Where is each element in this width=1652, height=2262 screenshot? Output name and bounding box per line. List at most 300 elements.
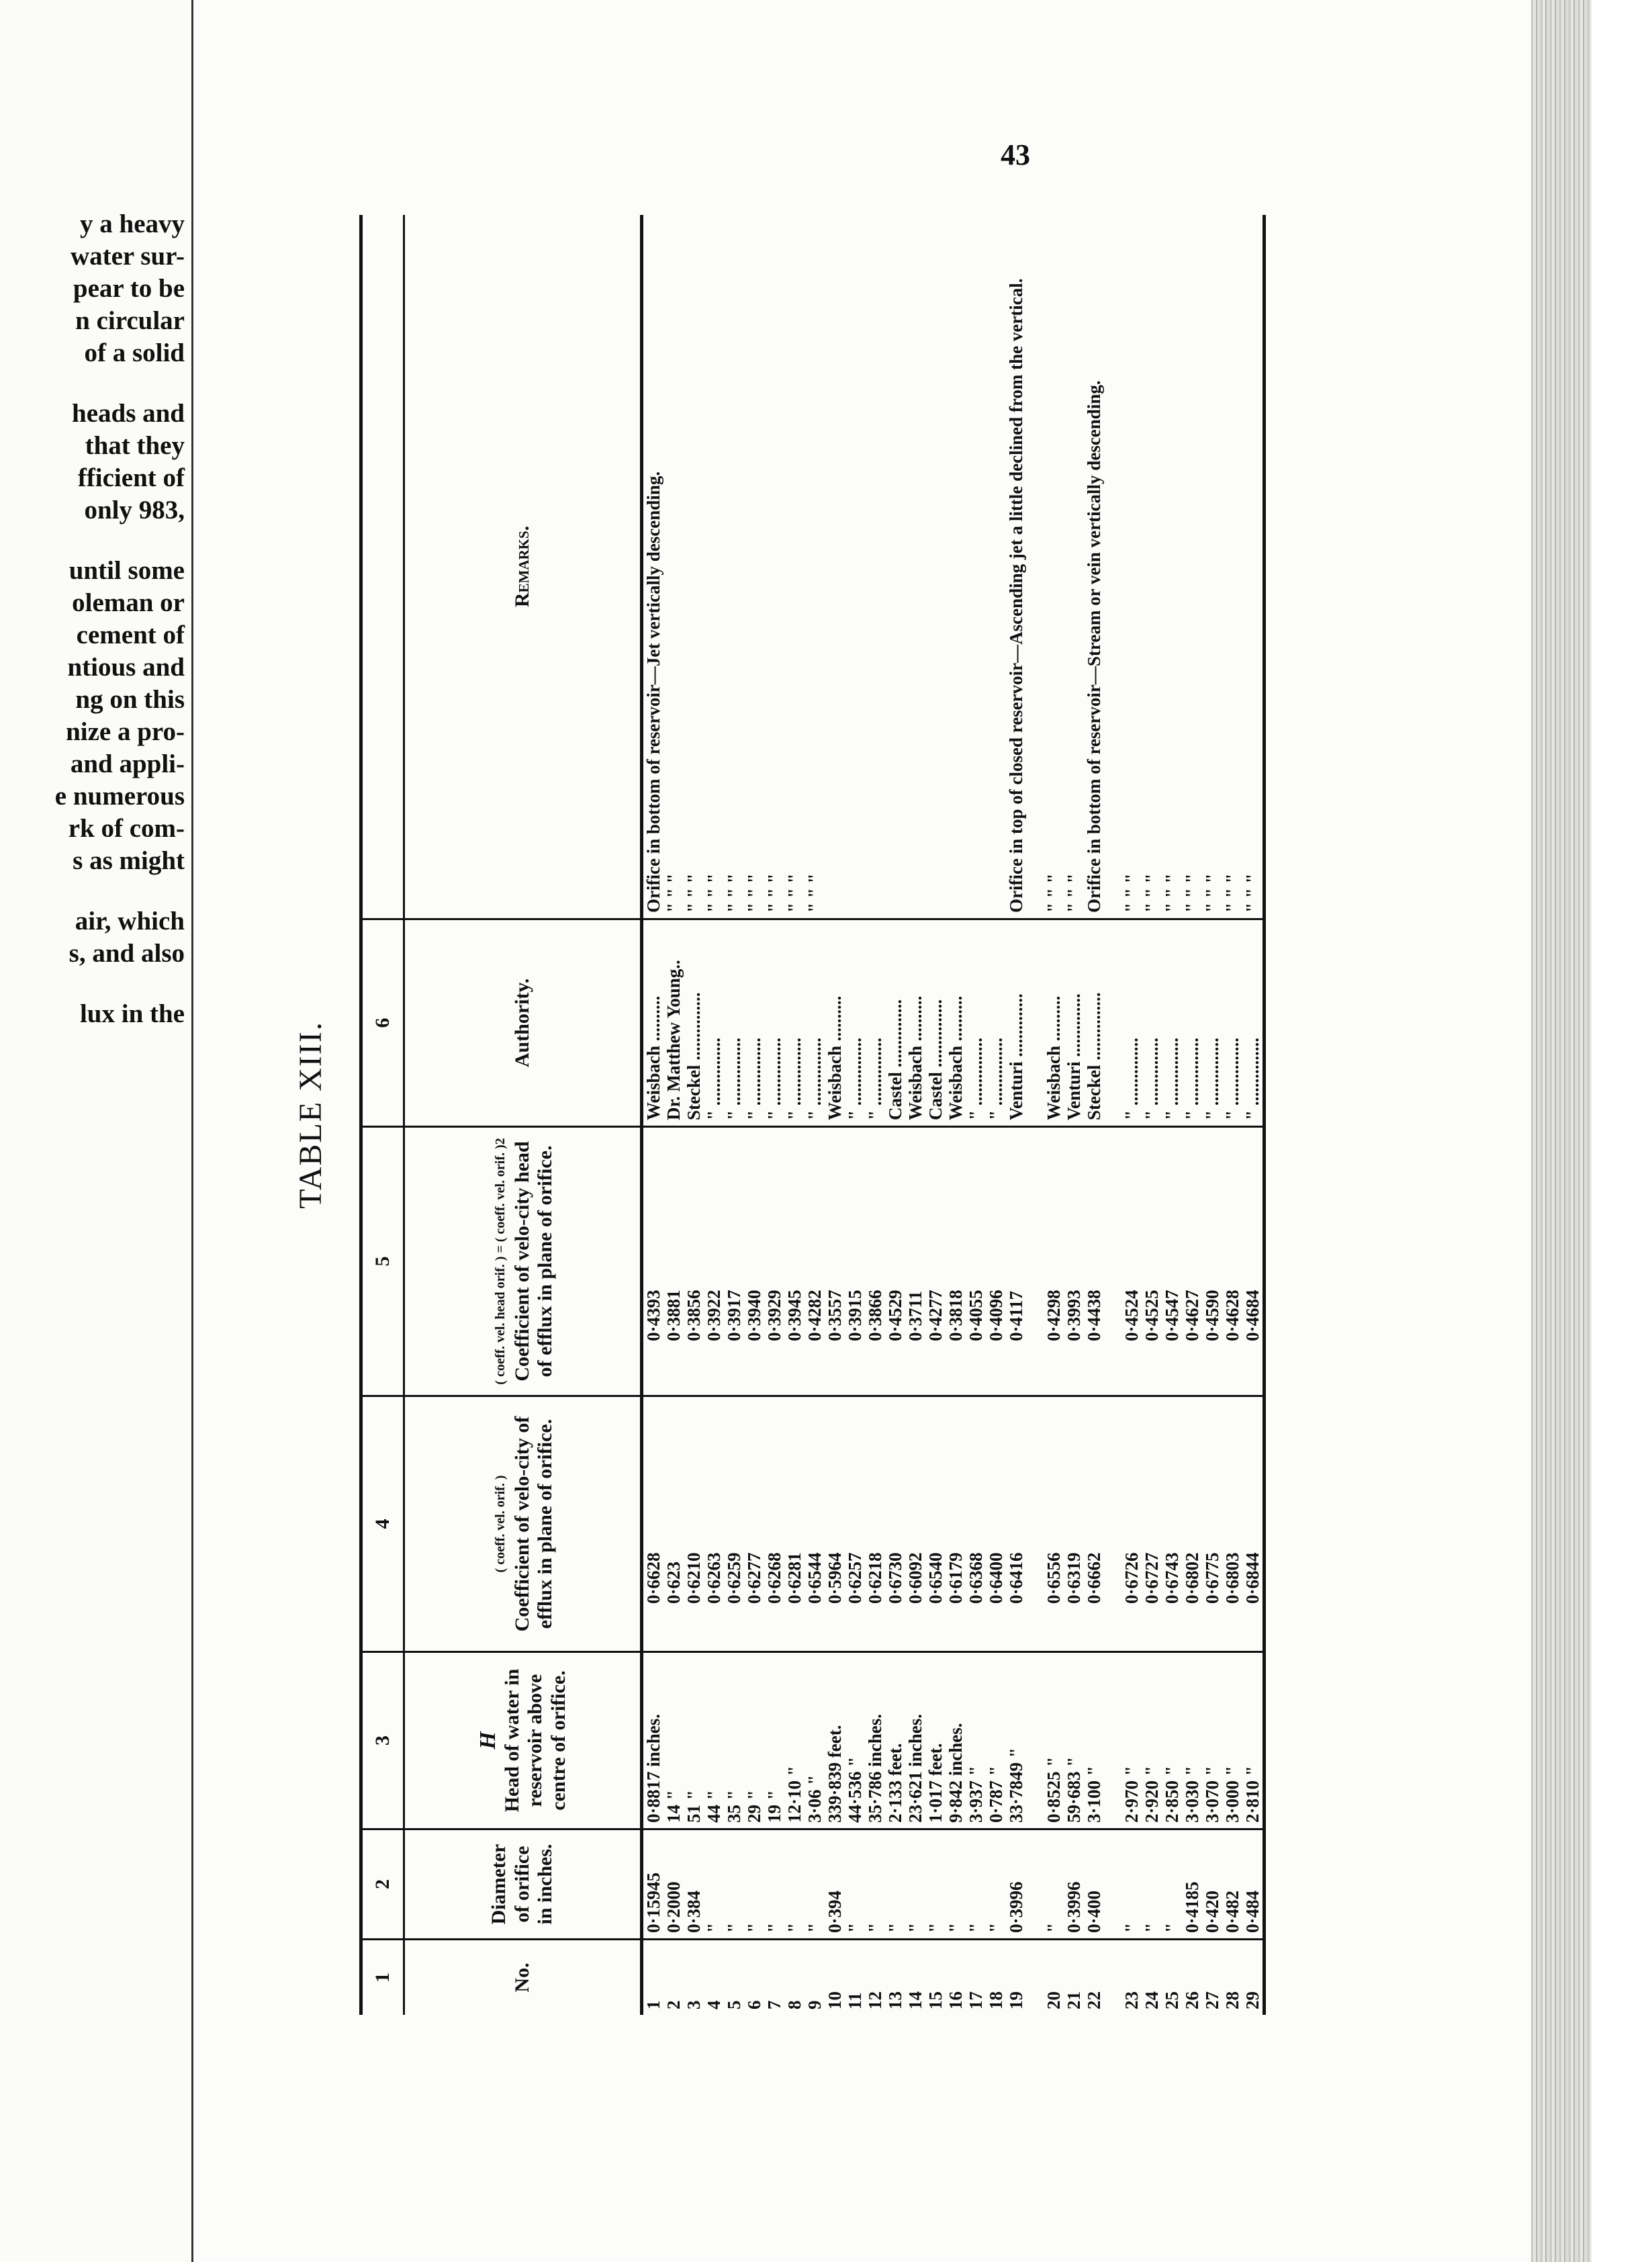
cell-remarks — [825, 215, 845, 919]
table-row — [1044, 215, 1064, 2015]
cell-head: 23·621 inches. — [905, 1652, 925, 1829]
cell-authority: Weisbach .......... — [1044, 919, 1064, 1127]
cell-head: 35 " — [724, 1652, 744, 1829]
cell-c4: 0·6319 — [1064, 1396, 1084, 1652]
table-row — [642, 215, 664, 2015]
previous-page-strip — [0, 0, 193, 2262]
cell-authority: " ............... — [1182, 919, 1202, 1127]
cell-authority: Weisbach .......... — [905, 919, 925, 1127]
cell-c5: 0·3818 — [946, 1127, 966, 1396]
cell-c4: 0·6556 — [1044, 1396, 1064, 1652]
cell-diameter: " — [885, 1829, 905, 1940]
spacer-cell — [1026, 1940, 1044, 2016]
table-row — [986, 215, 1006, 2015]
paragraph-gap — [0, 877, 185, 905]
column-header-row — [404, 215, 642, 2015]
cell-diameter: 0·3996 — [1064, 1829, 1084, 1940]
previous-page-line: pear to be — [73, 274, 185, 303]
cell-c4: 0·6802 — [1182, 1396, 1202, 1652]
cell-diameter: 0·4185 — [1182, 1829, 1202, 1940]
table-row — [684, 215, 704, 2015]
cell-no: 24 — [1142, 1991, 1162, 2009]
cell-head: 2·810 " — [1242, 1652, 1265, 1829]
cell-remarks: " " " — [1242, 215, 1265, 919]
cell-authority: " ............... — [986, 919, 1006, 1127]
spacer-cell — [1104, 1829, 1121, 1940]
cell-c5: 0·4547 — [1162, 1127, 1182, 1396]
cell-c5: 0·4590 — [1202, 1127, 1222, 1396]
cell-no: 27 — [1202, 1991, 1222, 2009]
cell-remarks: " " " — [1142, 215, 1162, 919]
cell-c4: 0·6259 — [724, 1396, 744, 1652]
cell-diameter: 0·400 — [1084, 1829, 1104, 1940]
previous-page-line: only 983, — [84, 496, 185, 525]
cell-no: 26 — [1182, 1991, 1202, 2009]
cell-c4: 0·6662 — [1084, 1396, 1104, 1652]
cell-no: 29 — [1242, 1940, 1265, 2016]
spacer-cell — [1104, 1652, 1121, 1829]
table-row — [865, 215, 885, 2015]
cell-c5: 0·4524 — [1121, 1127, 1142, 1396]
cell-authority: " ............... — [1142, 919, 1162, 1127]
cell-no: 2 — [663, 2000, 684, 2009]
cell-head: 59·683 " — [1064, 1652, 1084, 1829]
cell-diameter: 0·420 — [1202, 1829, 1222, 1940]
paragraph-gap — [0, 369, 185, 398]
table-row — [905, 215, 925, 2015]
spacer-cell — [1026, 919, 1044, 1127]
cell-remarks — [925, 215, 946, 919]
cell-c5: 0·4684 — [1242, 1127, 1265, 1396]
table-row — [663, 215, 684, 2015]
previous-page-line: that they — [85, 431, 185, 460]
cell-c5: 0·3922 — [704, 1127, 724, 1396]
cell-remarks: " " " — [744, 215, 764, 919]
previous-page-line: of a solid — [84, 338, 185, 367]
cell-head: 51 " — [684, 1652, 704, 1829]
cell-c5: 0·4393 — [642, 1127, 664, 1396]
cell-diameter: " — [784, 1829, 805, 1940]
cell-head: 3·937 " — [966, 1652, 986, 1829]
cell-diameter: 0·15945 — [642, 1829, 664, 1940]
paragraph-gap — [0, 970, 185, 998]
cell-head: 35·786 inches. — [865, 1652, 885, 1829]
cell-c4: 0·6540 — [925, 1396, 946, 1652]
header-head-text: Head of water in reservoir above centre of orifice. — [500, 1668, 569, 1813]
cell-head: 44·536 " — [845, 1652, 865, 1829]
cell-c4: 0·6218 — [865, 1396, 885, 1652]
cell-c4: 0·5964 — [825, 1396, 845, 1652]
table-row — [744, 215, 764, 2015]
cell-c4: 0·6263 — [704, 1396, 724, 1652]
cell-diameter: " — [905, 1829, 925, 1940]
cell-no: 13 — [885, 1991, 905, 2009]
cell-diameter: 0·394 — [825, 1829, 845, 1940]
cell-head: 2·850 " — [1162, 1652, 1182, 1829]
cell-no: 20 — [1044, 1991, 1064, 2009]
cell-no: 1 — [643, 2000, 663, 2009]
cell-remarks: " " " — [1044, 215, 1064, 919]
cell-head: 3·100 " — [1084, 1652, 1104, 1829]
cell-authority: " ............... — [805, 919, 825, 1127]
previous-page-line: oleman or — [72, 588, 185, 617]
cell-head: 1·017 feet. — [925, 1652, 946, 1829]
header-velocity-head-text: Coefficient of velo-city head of efflux in plane of orifice. — [510, 1141, 557, 1382]
cell-head: 3·030 " — [1182, 1652, 1202, 1829]
table-row — [724, 215, 744, 2015]
cell-c4: 0·6257 — [845, 1396, 865, 1652]
cell-no: 16 — [946, 1991, 966, 2009]
cell-authority: " ............... — [784, 919, 805, 1127]
cell-diameter: " — [986, 1829, 1006, 1940]
header-no: No. — [404, 1940, 642, 2016]
paragraph-gap — [0, 527, 185, 555]
cell-no: 12 — [865, 1991, 885, 2009]
cell-remarks: " " " — [1182, 215, 1202, 919]
cell-no: 28 — [1222, 1991, 1242, 2009]
previous-page-line: n circular — [75, 306, 185, 335]
cell-authority: " ............... — [1222, 919, 1242, 1127]
cell-c5: 0·4096 — [986, 1127, 1006, 1396]
cell-authority: Castel ............... — [885, 919, 905, 1127]
cell-diameter: " — [704, 1829, 724, 1940]
previous-page-line: water sur- — [70, 242, 185, 271]
cell-authority: " ............... — [724, 919, 744, 1127]
cell-remarks: " " " — [1222, 215, 1242, 919]
cell-remarks: " " " — [805, 215, 825, 919]
cell-c4: 0·6416 — [1006, 1396, 1026, 1652]
cell-c5: 0·3557 — [825, 1127, 845, 1396]
cell-authority: Steckel ............... — [1084, 919, 1104, 1127]
previous-page-line: heads and — [72, 399, 185, 428]
cell-diameter: " — [1044, 1829, 1064, 1940]
header-velocity-text: Coefficient of velo-city of efflux in plane of orifice. — [510, 1416, 557, 1632]
cell-remarks: " " " — [784, 215, 805, 919]
cell-diameter: " — [865, 1829, 885, 1940]
cell-authority: Weisbach .......... — [946, 919, 966, 1127]
cell-c5: 0·3929 — [764, 1127, 784, 1396]
cell-head: 2·970 " — [1121, 1652, 1142, 1829]
cell-authority: " ............... — [704, 919, 724, 1127]
cell-no: 4 — [704, 2000, 724, 2009]
cell-c4: 0·6803 — [1222, 1396, 1242, 1652]
header-diameter: Diameter of orifice in inches. — [404, 1829, 642, 1940]
page-edge — [1531, 0, 1592, 2262]
cell-head: 9·842 inches. — [946, 1652, 966, 1829]
cell-remarks: " " " — [1202, 215, 1222, 919]
cell-c5: 0·3881 — [663, 1127, 684, 1396]
table-row — [966, 215, 986, 2015]
cell-diameter: " — [1162, 1829, 1182, 1940]
cell-c4: 0·6400 — [986, 1396, 1006, 1652]
column-number: 2 — [361, 1829, 404, 1940]
cell-diameter: 0·484 — [1242, 1829, 1265, 1940]
cell-c4: 0·6730 — [885, 1396, 905, 1652]
cell-head: 44 " — [704, 1652, 724, 1829]
cell-remarks — [885, 215, 905, 919]
header-remarks: Remarks. — [404, 215, 642, 919]
cell-remarks: " " " — [663, 215, 684, 919]
cell-head: 33·7849 " — [1006, 1652, 1026, 1829]
cell-c5: 0·4529 — [885, 1127, 905, 1396]
header-authority: Authority. — [404, 919, 642, 1127]
previous-page-text — [0, 208, 185, 1030]
cell-authority: " ............... — [764, 919, 784, 1127]
cell-c5: 0·3917 — [724, 1127, 744, 1396]
coefficient-table — [359, 215, 1266, 2015]
cell-no: 18 — [986, 1991, 1006, 2009]
cell-remarks — [966, 215, 986, 919]
header-head — [404, 1652, 642, 1829]
cell-c5: 0·3993 — [1064, 1127, 1084, 1396]
column-number: 6 — [361, 919, 404, 1127]
header-velocity-formula: ( coeff. vel. orif. ) — [493, 1475, 508, 1573]
cell-authority: Steckel ............... — [684, 919, 704, 1127]
cell-diameter: " — [946, 1829, 966, 1940]
column-number: 5 — [361, 1127, 404, 1396]
cell-diameter: " — [1121, 1829, 1142, 1940]
spacer-cell — [1104, 919, 1121, 1127]
cell-no: 21 — [1064, 1991, 1084, 2009]
table-row — [1162, 215, 1182, 2015]
cell-no: 11 — [845, 1992, 865, 2009]
cell-diameter: 0·384 — [684, 1829, 704, 1940]
cell-authority: " ............... — [1121, 919, 1142, 1127]
rotated-table — [292, 215, 1286, 2015]
header-head-symbol: H — [475, 1731, 500, 1750]
table-row — [825, 215, 845, 2015]
table-row — [1064, 215, 1084, 2015]
cell-c4: 0·6268 — [764, 1396, 784, 1652]
cell-authority: " ............... — [744, 919, 764, 1127]
previous-page-line: and appli- — [70, 750, 185, 778]
previous-page-line: s, and also — [68, 939, 185, 968]
cell-authority: " ............... — [1162, 919, 1182, 1127]
cell-diameter: " — [744, 1829, 764, 1940]
cell-head: 19 " — [764, 1652, 784, 1829]
table-row — [1202, 215, 1222, 2015]
spacer-cell — [1026, 1396, 1044, 1652]
cell-c5: 0·4298 — [1044, 1127, 1064, 1396]
cell-c5: 0·3866 — [865, 1127, 885, 1396]
spacer-cell — [1026, 1829, 1044, 1940]
cell-authority: Venturi .............. — [1006, 919, 1026, 1127]
cell-c4: 0·6277 — [744, 1396, 764, 1652]
column-number: 4 — [361, 1396, 404, 1652]
cell-remarks: " " " — [1121, 215, 1142, 919]
cell-no: 6 — [744, 2000, 764, 2009]
cell-diameter: " — [966, 1829, 986, 1940]
cell-c4: 0·6775 — [1202, 1396, 1222, 1652]
cell-c4: 0·6092 — [905, 1396, 925, 1652]
previous-page-line: s as might — [73, 846, 185, 875]
spacer-cell — [1026, 1127, 1044, 1396]
cell-authority: " ............... — [966, 919, 986, 1127]
previous-page-line: y a heavy — [80, 210, 185, 238]
cell-no: 15 — [925, 1991, 946, 2009]
cell-c5: 0·4628 — [1222, 1127, 1242, 1396]
cell-diameter: 0·3996 — [1006, 1829, 1026, 1940]
cell-no: 22 — [1084, 1991, 1104, 2009]
previous-page-line: lux in the — [79, 999, 185, 1028]
cell-remarks: " " " — [1064, 215, 1084, 919]
cell-diameter: 0·2000 — [663, 1829, 684, 1940]
cell-c5: 0·4055 — [966, 1127, 986, 1396]
table-row — [1121, 215, 1142, 2015]
cell-no: 5 — [724, 2000, 744, 2009]
table-row — [1242, 215, 1265, 2015]
spacer-cell — [1026, 215, 1044, 919]
cell-authority: " ............... — [845, 919, 865, 1127]
cell-remarks: " " " — [704, 215, 724, 919]
cell-c5: 0·3915 — [845, 1127, 865, 1396]
cell-diameter: " — [724, 1829, 744, 1940]
table-row — [704, 215, 724, 2015]
previous-page-line: nize a pro- — [66, 717, 185, 746]
cell-head: 12·10 " — [784, 1652, 805, 1829]
table-title: TABLE XIII. — [293, 1021, 328, 1209]
cell-remarks: " " " — [1162, 215, 1182, 919]
previous-page-line: fficient of — [77, 463, 185, 492]
cell-no: 25 — [1162, 1991, 1182, 2009]
page-number: 43 — [1001, 138, 1030, 171]
cell-no: 14 — [905, 1991, 925, 2009]
cell-c4: 0·623 — [663, 1396, 684, 1652]
cell-remarks — [865, 215, 885, 919]
cell-remarks: Orifice in bottom of reservoir—Jet vertically descending. — [642, 215, 664, 919]
cell-c4: 0·6544 — [805, 1396, 825, 1652]
column-number-row — [361, 215, 404, 2015]
cell-c4: 0·6743 — [1162, 1396, 1182, 1652]
previous-page-line: until some — [68, 556, 185, 585]
spacer-cell — [1104, 215, 1121, 919]
cell-no: 9 — [805, 2000, 825, 2009]
cell-head: 3·070 " — [1202, 1652, 1222, 1829]
cell-no: 3 — [684, 2000, 704, 2009]
cell-c5: 0·3940 — [744, 1127, 764, 1396]
cell-authority: " ............... — [1242, 919, 1265, 1127]
table-row — [885, 215, 905, 2015]
spacer-cell — [1104, 1127, 1121, 1396]
cell-diameter: " — [845, 1829, 865, 1940]
cell-c5: 0·3945 — [784, 1127, 805, 1396]
cell-head: 0·8817 inches. — [642, 1652, 664, 1829]
cell-authority: " ............... — [1202, 919, 1222, 1127]
cell-no: 17 — [966, 1991, 986, 2009]
header-velocity-head-formula: ( coeff. vel. head orif. ) = ( coeff. vel. orif. )2 — [493, 1138, 508, 1385]
cell-remarks — [905, 215, 925, 919]
cell-remarks — [946, 215, 966, 919]
cell-authority: Weisbach .......... — [642, 919, 664, 1127]
cell-remarks: Orifice in top of closed reservoir—Ascending jet a little declined from the vertical. — [1006, 215, 1026, 919]
previous-page-line: ntious and — [67, 653, 185, 682]
cell-head: 339·839 feet. — [825, 1652, 845, 1829]
cell-diameter: " — [805, 1829, 825, 1940]
table-row — [1142, 215, 1162, 2015]
cell-authority: Weisbach .......... — [825, 919, 845, 1127]
cell-c4: 0·6281 — [784, 1396, 805, 1652]
table-row — [1084, 215, 1104, 2015]
column-number-blank — [361, 215, 404, 919]
cell-no: 8 — [784, 2000, 805, 2009]
row-spacer — [1104, 215, 1121, 2015]
row-spacer — [1026, 215, 1044, 2015]
cell-c4: 0·6726 — [1121, 1396, 1142, 1652]
cell-remarks: " " " — [764, 215, 784, 919]
previous-page-line: ng on this — [75, 685, 185, 714]
cell-no: 23 — [1121, 1991, 1142, 2009]
cell-diameter: " — [1142, 1829, 1162, 1940]
cell-head: 2·133 feet. — [885, 1652, 905, 1829]
column-number: 3 — [361, 1652, 404, 1829]
cell-head: 0·787 " — [986, 1652, 1006, 1829]
cell-c5: 0·4282 — [805, 1127, 825, 1396]
cell-diameter: " — [764, 1829, 784, 1940]
cell-no: 19 — [1006, 1991, 1026, 2009]
cell-diameter: " — [925, 1829, 946, 1940]
cell-head: 2·920 " — [1142, 1652, 1162, 1829]
cell-diameter: 0·482 — [1222, 1829, 1242, 1940]
column-number: 1 — [361, 1940, 404, 2016]
cell-c4: 0·6368 — [966, 1396, 986, 1652]
cell-head: 0·8525 " — [1044, 1652, 1064, 1829]
cell-c5: 0·4117 — [1006, 1127, 1026, 1396]
cell-authority: Dr. Matthew Young.. — [663, 919, 684, 1127]
cell-c4: 0·6179 — [946, 1396, 966, 1652]
header-velocity-head-coefficient — [404, 1127, 642, 1396]
table-row — [946, 215, 966, 2015]
cell-no: 10 — [825, 1991, 845, 2009]
cell-c5: 0·4277 — [925, 1127, 946, 1396]
spacer-cell — [1104, 1940, 1121, 2016]
table-row — [784, 215, 805, 2015]
table-row — [1182, 215, 1202, 2015]
cell-remarks: Orifice in bottom of reservoir—Stream or vein vertically descending. — [1084, 215, 1104, 919]
table-row — [805, 215, 825, 2015]
cell-head: 3·000 " — [1222, 1652, 1242, 1829]
table-row — [1006, 215, 1026, 2015]
cell-c5: 0·4627 — [1182, 1127, 1202, 1396]
spacer-cell — [1104, 1396, 1121, 1652]
cell-remarks — [845, 215, 865, 919]
header-velocity-coefficient — [404, 1396, 642, 1652]
cell-c5: 0·3711 — [905, 1127, 925, 1396]
cell-c4: 0·6727 — [1142, 1396, 1162, 1652]
previous-page-line: air, which — [75, 907, 185, 936]
cell-head: 29 " — [744, 1652, 764, 1829]
cell-remarks — [986, 215, 1006, 919]
cell-remarks: " " " — [684, 215, 704, 919]
previous-page-line: e numerous — [54, 782, 185, 811]
cell-c4: 0·6210 — [684, 1396, 704, 1652]
cell-c4: 0·6628 — [642, 1396, 664, 1652]
cell-c5: 0·4438 — [1084, 1127, 1104, 1396]
cell-authority: Venturi .............. — [1064, 919, 1084, 1127]
cell-head: 14 " — [663, 1652, 684, 1829]
previous-page-line: cement of — [76, 621, 185, 649]
cell-head: 3·06 " — [805, 1652, 825, 1829]
cell-c5: 0·4525 — [1142, 1127, 1162, 1396]
cell-c4: 0·6844 — [1242, 1396, 1265, 1652]
table-row — [1222, 215, 1242, 2015]
cell-remarks: " " " — [724, 215, 744, 919]
spacer-cell — [1026, 1652, 1044, 1829]
cell-authority: Castel ............... — [925, 919, 946, 1127]
table-row — [764, 215, 784, 2015]
table-body — [642, 215, 1265, 2015]
table-row — [845, 215, 865, 2015]
table-row — [925, 215, 946, 2015]
